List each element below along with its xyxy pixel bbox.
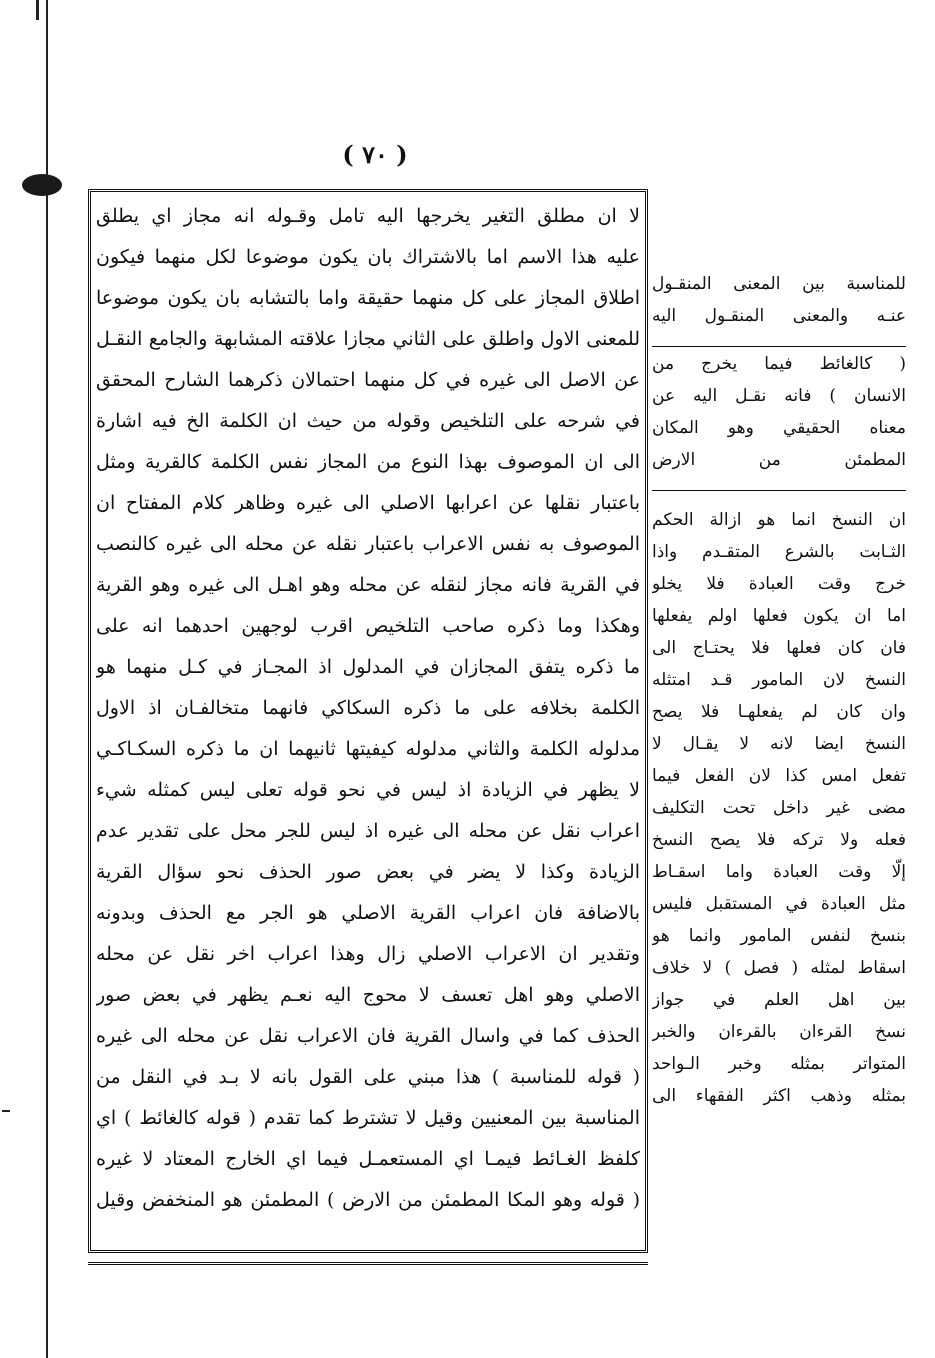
- side-note-middle: [652, 348, 906, 476]
- main-text-line: ما ذكره يتفق المجازان في المدلول اذ المجـاز في كـل منهما هو: [96, 656, 640, 678]
- side-note-line: خرج وقت العبادة فلا يخلو: [652, 574, 906, 594]
- main-text-body: [96, 196, 640, 1246]
- side-note-line: اما ان يكون فعلها اولم يفعلها: [652, 606, 906, 626]
- side-note-bottom: [652, 504, 906, 1112]
- side-note-line: مثل العبادة في المستقبل فليس: [652, 894, 906, 914]
- main-text-line: بالاضافة فان اعراب القرية الاصلي هو الجر مع الحذف وبدونه: [96, 902, 640, 924]
- side-note-line: معناه الحقيقي وهو المكان: [652, 418, 906, 438]
- side-note-line: فعله ولا تركه فلا يصح النسخ: [652, 830, 906, 850]
- main-text-line: عن الاصل الى غيره في كل منهما احتمالان ذكرهما الشارح المحقق: [96, 369, 640, 391]
- side-note-line: المطمئن من الارض: [652, 450, 906, 470]
- main-text-line: اعراب نقل عن محله الى غيره اذ ليس للجر محل على تقدير عدم: [96, 820, 640, 842]
- side-note-line: اسقاط لمثله ( فصل ) لا خلاف: [652, 958, 906, 978]
- side-note-line: للمناسبة بين المعنى المنقـول: [652, 274, 906, 294]
- main-text-line: المناسبة بين المعنيين وقيل لا تشترط كما تقدم ( قوله كالغائط ) اي: [96, 1107, 640, 1129]
- page-number: ( ٧٠ ): [342, 140, 408, 169]
- side-note-line: فان كان فعلها فلا يحتـاج الى: [652, 638, 906, 658]
- side-note-line: ان النسخ انما هو ازالة الحكم: [652, 510, 906, 530]
- main-text-line: الى ان الموصوف بهذا النوع من المجاز نفس الكلمة كالقرية ومثل: [96, 451, 640, 473]
- main-text-line: الاصلي وهو اهل تعسف لا محوج اليه نعـم يظهر في بعض صور: [96, 984, 640, 1006]
- main-text-line: الموصوف به نفس الاعراب باعتبار نقله عن محله الى غيره كالنصب: [96, 533, 640, 555]
- side-note-line: نسخ القرءان بالقرءان والخبر: [652, 1022, 906, 1042]
- side-note-line: المتواتر بمثله وخبر الـواحد: [652, 1054, 906, 1074]
- main-text-line: كلفظ الغـائط فيمـا اي المستعمـل فيما اي الخارج المعتاد لا غيره: [96, 1148, 640, 1170]
- main-text-line: في القرية فانه مجاز لنقله عن محله وهو اهـل الى غيره وهو القرية: [96, 574, 640, 596]
- side-note-line: النسخ لان المامور قـد امتثله: [652, 670, 906, 690]
- side-note-line: تفعل امس كذا لان الفعل فيما: [652, 766, 906, 786]
- side-note-line: عنـه والمعنى المنقـول اليه: [652, 306, 906, 326]
- side-note-line: مضى غير داخل تحت التكليف: [652, 798, 906, 818]
- scan-edge-mark: [36, 0, 39, 20]
- side-note-line: النسخ ايضا لانه لا يقـال لا: [652, 734, 906, 754]
- side-note-line: بنسخ لنفس المامور وانما هو: [652, 926, 906, 946]
- side-note-line: الانسان ) فانه نقـل اليه عن: [652, 386, 906, 406]
- main-text-line: لا يظهر في الزيادة اذ ليس في نحو قوله تعلى ليس كمثله شيء: [96, 779, 640, 801]
- main-text-line: عليه هذا الاسم اما بالاشتراك بان يكون موضوعا لكل منهما فيكون: [96, 246, 640, 268]
- side-note-top: [652, 268, 906, 332]
- main-text-line: ( قوله وهو المكا المطمئن من الارض ) المطمئن هو المنخفض وقيل: [96, 1189, 640, 1211]
- ink-blot: [22, 174, 62, 196]
- side-divider-2: [652, 490, 906, 491]
- scan-edge-line: [46, 0, 48, 1358]
- main-text-line: وتقدير ان الاعراب الاصلي زال وهذا اعراب اخر نقل عن محله: [96, 943, 640, 965]
- side-note-line: ( كالغائط فيما يخرج من: [652, 354, 906, 374]
- main-text-line: مدلوله الكلمة والثاني مدلوله كيفيتها ثانيهما ان ما ذكره السكـاكـي: [96, 738, 640, 760]
- side-divider-1: [652, 346, 906, 347]
- side-note-line: بين اهل العلم في جواز: [652, 990, 906, 1010]
- side-note-line: بمثله وذهب اكثر الفقهاء الى: [652, 1086, 906, 1106]
- bottom-rule: [88, 1262, 648, 1265]
- side-note-line: وان كان لم يفعلهـا فلا يصح: [652, 702, 906, 722]
- main-text-line: لا ان مطلق التغير يخرجها اليه تامل وقـوله انه مجاز اي يطلق: [96, 205, 640, 227]
- main-text-line: الكلمة بخلافه على ما ذكره السكاكي فانهما متخالفـان اذ الاول: [96, 697, 640, 719]
- side-note-line: إلّا وقت العبادة واما اسقـاط: [652, 862, 906, 882]
- main-text-line: الزيادة وكذا لا يضر في بعض صور الحذف نحو سؤال القرية: [96, 861, 640, 883]
- main-text-line: الحذف كما في واسال القرية فان الاعراب نقل عن محله الى غيره: [96, 1025, 640, 1047]
- side-note-line: الثـابت بالشرع المتقـدم واذا: [652, 542, 906, 562]
- main-text-line: في شرحه على التلخيص وقوله من حيث ان الكلمة الخ فيه اشارة: [96, 410, 640, 432]
- margin-tick: [2, 1110, 10, 1112]
- main-text-line: اطلاق المجاز على كل منهما حقيقة واما بالتشابه بان يكون موضوعا: [96, 287, 640, 309]
- main-text-line: وهكذا وما ذكره صاحب التلخيص اقرب لوجهين احدهما انه على: [96, 615, 640, 637]
- main-text-line: باعتبار نقلها عن اعرابها الاصلي الى غيره وظاهر كلام المفتاح ان: [96, 492, 640, 514]
- main-text-line: للمعنى الاول واطلق على الثاني مجازا علاقته المشابهة والجامع النقـل: [96, 328, 640, 350]
- main-text-line: ( قوله للمناسبة ) هذا مبني على القول بانه لا بـد في النقل من: [96, 1066, 640, 1088]
